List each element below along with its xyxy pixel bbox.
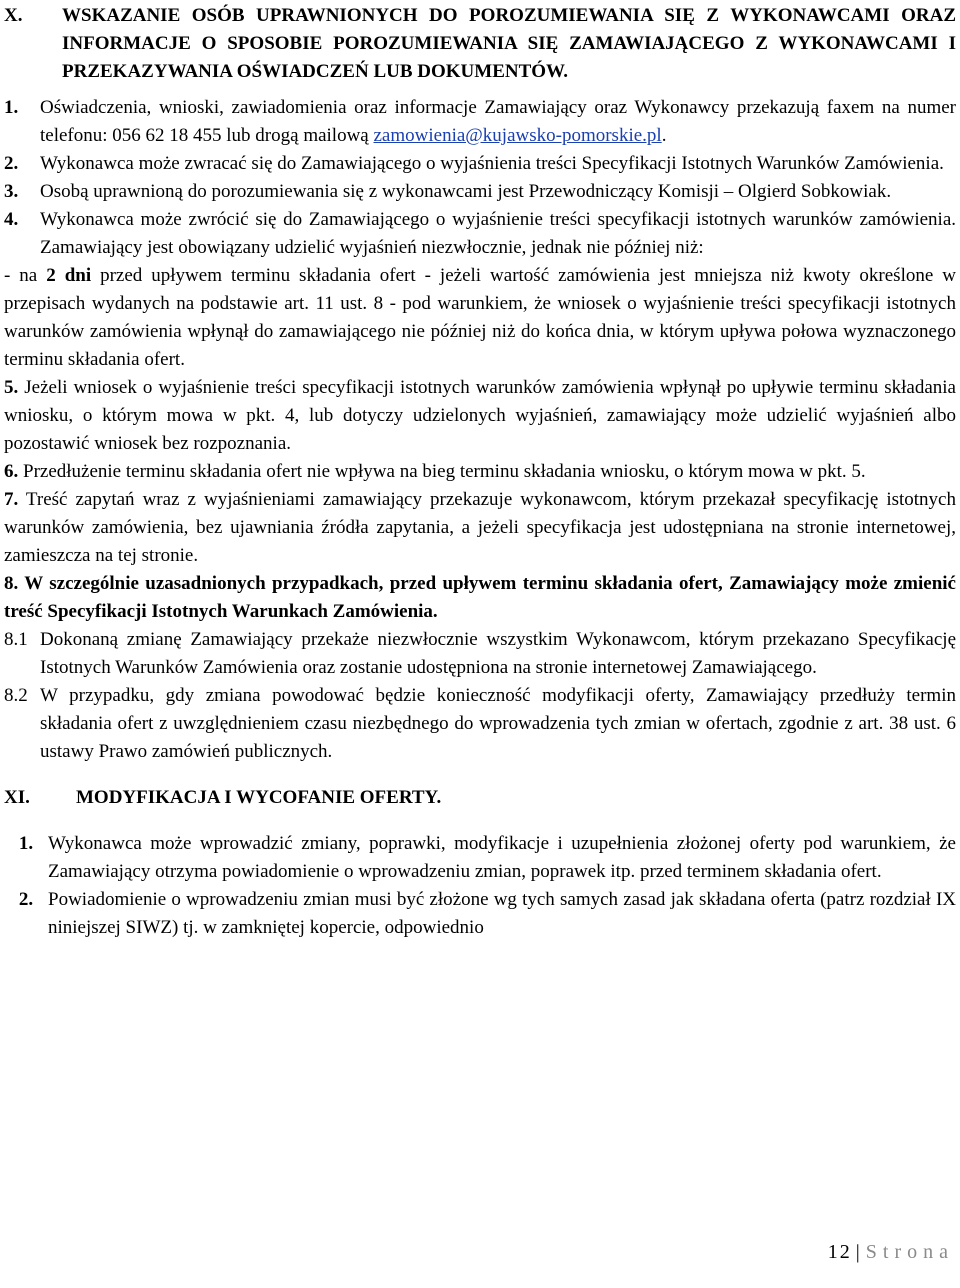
item-text: Wykonawca może wprowadzić zmiany, poprawki, modyfikacje i uzupełnienia złożonej oferty pod warunkiem, że Zamawiający otrzyma powiadomienie o wprowadzeniu zmian, poprawek itp. przed terminem składania ofert. <box>48 833 956 882</box>
list-item <box>4 206 956 262</box>
deadline-paragraph <box>4 262 956 374</box>
dash-prefix: - na <box>4 265 47 286</box>
paragraph-7 <box>4 486 956 570</box>
sub-item-text: Dokonaną zmianę Zamawiający przekaże niezwłocznie wszystkim Wykonawcom, którym przekazano Specyfikację Istotnych Warunków Zamówienia oraz zostanie udostępniona na stronie internetowej Zamawiającego. <box>40 629 956 678</box>
sub-item <box>4 682 956 766</box>
document-page <box>4 2 956 942</box>
section-xi-heading <box>4 784 956 812</box>
item-text: Wykonawca może zwrócić się do Zamawiającego o wyjaśnienie treści specyfikacji istotnych warunków zamówienia. Zamawiający jest obowiązany udzielić wyjaśnień niezwłocznie, jednak nie później niż: <box>40 209 956 258</box>
paragraph-number: 5. <box>4 377 19 398</box>
sub-item-text: W przypadku, gdy zmiana powodować będzie konieczność modyfikacji oferty, Zamawiający przedłuży termin składania ofert z uwzględnieniem czasu niezbędnego do wprowadzenia tych zmian w ofertach, zgodnie z art. 38 ust. 6 ustawy Prawo zamówień publicznych. <box>40 685 956 762</box>
section-number: X. <box>4 5 23 26</box>
paragraph-5 <box>4 374 956 458</box>
item-number: 1. <box>4 97 19 118</box>
list-item <box>4 830 956 886</box>
item-text: Wykonawca może zwracać się do Zamawiającego o wyjaśnienia treści Specyfikacji Istotnych Warunków Zamówienia. <box>40 153 944 174</box>
item-text: Oświadczenia, wnioski, zawiadomienia oraz informacje Zamawiający oraz Wykonawcy przekazują faxem na numer telefonu: 056 62 18 455 lub drogą mailową <box>40 97 956 146</box>
page-number: 12 <box>827 1241 852 1263</box>
section-number: XI. <box>4 787 30 808</box>
paragraph-text: Jeżeli wniosek o wyjaśnienie treści specyfikacji istotnych warunków zamówienia wpłynął po upływie terminu składania wniosku, o którym mowa w pkt. 4, lub dotyczy udzielonych wyjaśnień, zamawiający może udzielić wyjaśnień albo pozostawić wniosek bez rozpoznania. <box>4 377 956 454</box>
list-item <box>4 94 956 150</box>
page-word: Strona <box>865 1241 954 1263</box>
item-text: Osobą uprawnioną do porozumiewania się z wykonawcami jest Przewodniczący Komisji – Olgierd Sobkowiak. <box>40 181 892 202</box>
sub-item <box>4 626 956 682</box>
paragraph-6 <box>4 458 956 486</box>
section-title: WSKAZANIE OSÓB UPRAWNIONYCH DO POROZUMIEWANIA SIĘ Z WYKONAWCAMI ORAZ INFORMACJE O SPOSOBIE POROZUMIEWANIA SIĘ ZAMAWIAJĄCEGO Z WYKONAWCAMI I PRZEKAZYWANIA OŚWIADCZEŃ LUB DOKUMENTÓW. <box>62 5 956 82</box>
footer-separator: | <box>855 1241 862 1263</box>
section-title: MODYFIKACJA I WYCOFANIE OFERTY. <box>76 787 442 808</box>
item-number: 3. <box>4 181 19 202</box>
sub-item-number: 8.2 <box>4 685 28 706</box>
list-item <box>4 178 956 206</box>
email-link[interactable]: zamowienia@kujawsko-pomorskie.pl <box>373 125 662 146</box>
paragraph-text: Przedłużenie terminu składania ofert nie wpływa na bieg terminu składania wniosku, o którym mowa w pkt. 5. <box>18 461 866 482</box>
paragraph-number: 7. <box>4 489 19 510</box>
paragraph-text: Treść zapytań wraz z wyjaśnieniami zamawiający przekazuje wykonawcom, którym przekazał specyfikację istotnych warunków zamówienia, bez ujawniania źródła zapytania, a jeżeli specyfikacja jest udostępniana na stronie internetowej, zamieszcza na tej stronie. <box>4 489 956 566</box>
paragraph-number: 6. <box>4 461 19 482</box>
deadline-days: 2 dni <box>46 265 92 286</box>
item-text: Powiadomienie o wprowadzeniu zmian musi być złożone wg tych samych zasad jak składana oferta (patrz rozdział IX niniejszej SIWZ) tj. w zamkniętej kopercie, odpowiednio <box>48 889 956 938</box>
sub-item-number: 8.1 <box>4 629 28 650</box>
item-text-end: . <box>661 125 667 146</box>
list-item <box>4 886 956 942</box>
page-footer <box>828 1238 954 1266</box>
paragraph-8: 8. W szczególnie uzasadnionych przypadkach, przed upływem terminu składania ofert, Zamawiający może zmienić treść Specyfikacji Istotnych Warunkach Zamówienia. <box>4 573 956 622</box>
dash-text: przed upływem terminu składania ofert - jeżeli wartość zamówienia jest mniejsza niż kwoty określone w przepisach wydanych na podstawie art. 11 ust. 8 - pod warunkiem, że wniosek o wyjaśnienie treści specyfikacji istotnych warunków zamówienia wpłynął do zamawiającego nie później niż do końca dnia, w którym upływa połowa wyznaczonego terminu składania ofert. <box>4 265 956 370</box>
item-number: 4. <box>4 209 19 230</box>
section-x-heading <box>4 2 956 86</box>
list-item <box>4 150 956 178</box>
item-number: 2. <box>18 889 34 910</box>
item-number: 2. <box>4 153 19 174</box>
item-number: 1. <box>18 833 34 854</box>
